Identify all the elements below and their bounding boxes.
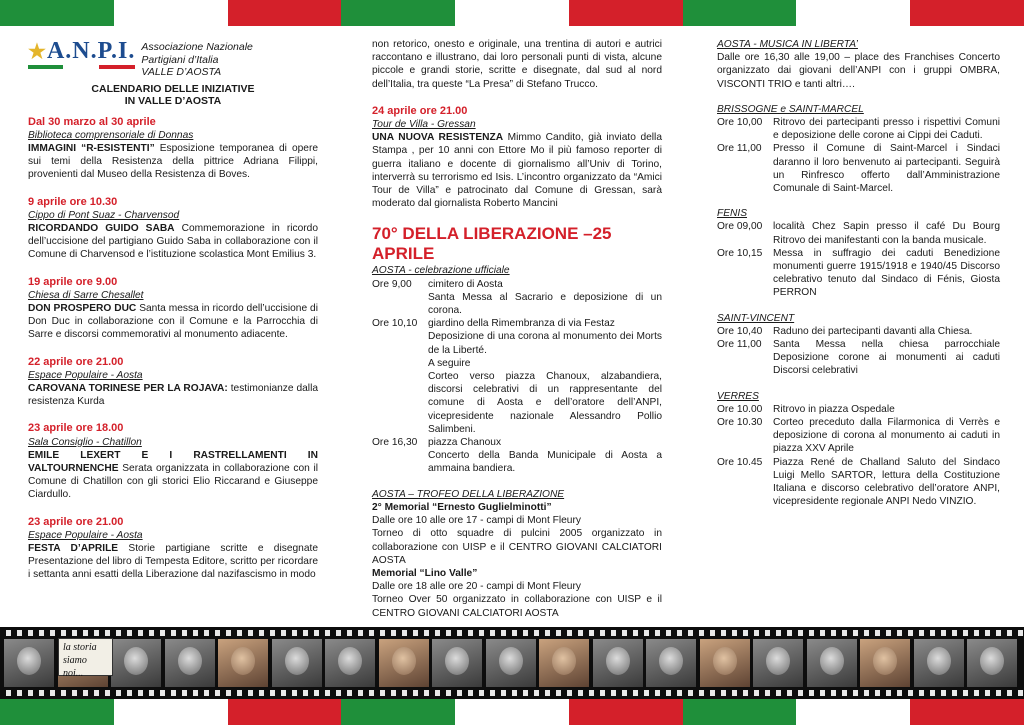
- flag-stripe: [569, 0, 683, 26]
- flag-stripe: [683, 0, 797, 26]
- event-desc: Storie partigiane scritte e disegnate Presentazione del libro di Tempesta Editore, scritto per ricordare i settanta anni esatti della Liberazione dal nazifascismo in modo: [28, 542, 318, 581]
- schedule-line: Deposizione di una corona al monumento dei Morts de la Liberté.: [428, 331, 662, 356]
- portrait-face: [124, 647, 148, 675]
- event-date: 9 aprile ore 10.30: [28, 195, 118, 208]
- portrait-face: [285, 647, 309, 675]
- schedule-time: Ore 10,00: [717, 117, 763, 129]
- title-line: CALENDARIO DELLE INIZIATIVE: [91, 82, 255, 95]
- flag-stripe: [341, 0, 455, 26]
- org-name: [141, 41, 252, 79]
- schedule-desc: Ritrovo dei partecipanti presso i rispettivi Comuni e deposizione delle corone ai Cippi dei Caduti.: [773, 117, 1000, 142]
- schedule-desc: Presso il Comune di Saint-Marcel i Sindaci daranno il loro benvenuto ai partecipanti. Seguirà un Rinfresco offerto dall’Amministrazione Comunale di Saint-Marcel.: [773, 143, 1000, 195]
- portrait-face: [713, 647, 737, 675]
- section-heading: SAINT-VINCENT: [717, 312, 795, 324]
- event-body: [28, 382, 318, 408]
- schedule-time: Ore 11,00: [717, 143, 762, 155]
- schedule-row: [717, 51, 1000, 91]
- org-line: Associazione Nazionale: [141, 41, 253, 53]
- schedule-desc: Dalle ore 16,30 alle 19,00 – place des Franchises Concerto organizzato dai giovani dell’ANPI con i gruppi OMBRA, VISCONTI TRIO e tanti altri….: [717, 52, 1000, 90]
- schedule-row: [717, 456, 1000, 509]
- schedule-row: [717, 338, 1000, 378]
- flag-stripe: [0, 0, 114, 26]
- schedule-row: [372, 449, 662, 475]
- section-heading: AOSTA - MUSICA IN LIBERTA’: [717, 39, 858, 50]
- event-desc: Serata organizzata in collaborazione con il Comune di Chatillon con gli storici Elio Riccarand e Giuseppe Ciardullo.: [28, 462, 318, 501]
- portrait-face: [927, 647, 951, 675]
- column-2: [372, 30, 662, 620]
- aosta-schedule: [372, 278, 662, 476]
- event-name: DON PROSPERO DUC: [28, 302, 137, 314]
- anpi-logo: [28, 40, 135, 69]
- schedule-desc: [428, 436, 662, 449]
- film-photo: [379, 639, 429, 687]
- event-name: IMMAGINI “R-ESISTENTI”: [28, 142, 155, 154]
- schedule-line: piazza Chanoux: [428, 437, 502, 449]
- flag-stripe: [455, 0, 569, 26]
- film-photo: [593, 639, 643, 687]
- title-line: IN VALLE D’AOSTA: [124, 95, 222, 107]
- event-item: [28, 196, 318, 262]
- event-body: [28, 302, 318, 342]
- schedule-desc: [428, 449, 662, 475]
- schedule-line: Santa Messa al Sacrario e deposizione di un corona.: [428, 291, 662, 317]
- portrait-face: [659, 647, 683, 675]
- film-photo: [432, 639, 482, 687]
- memorial-1-title: 2° Memorial “Ernesto Guglielminotti”: [372, 501, 552, 513]
- schedule-time: Ore 9,00: [372, 278, 412, 290]
- event-date: 23 aprile ore 18.00: [28, 422, 124, 435]
- film-photo: [646, 639, 696, 687]
- org-line: Partigiani d’Italia: [141, 53, 219, 66]
- memorial-2-title: Memorial “Lino Valle”: [372, 567, 478, 579]
- schedule-row: [717, 220, 1000, 246]
- flag-stripe: [0, 699, 114, 725]
- portrait-face: [392, 647, 416, 675]
- flag-band-top: [0, 0, 1024, 26]
- film-photo: [111, 639, 161, 687]
- schedule-desc: Corteo preceduto dalla Filarmonica di Verrès e deposizione di corona al monumento ai caduti in piazza XXV Aprile: [773, 417, 1000, 455]
- portrait-face: [766, 647, 790, 675]
- schedule-row: [717, 403, 1000, 416]
- film-photo: [914, 639, 964, 687]
- schedule-row: [717, 416, 1000, 456]
- event-desc: testimonianze dalla resistenza Kurda: [28, 382, 318, 408]
- continued-text: non retorico, onesto e originale, una trentina di autori e autrici raccontano e illustrano, dai loro personali punti di vista, alcune piccole e grandi storie, scritte e disegnate, dal sud al nord dell’Italia, tra queste “La Presa” di Stefano Trucco.: [372, 39, 662, 90]
- photo-filmstrip: [0, 627, 1024, 699]
- portrait-face: [873, 647, 897, 675]
- flag-stripe: [796, 699, 910, 725]
- header: [28, 40, 318, 79]
- portrait-face: [552, 647, 576, 675]
- schedule-row: [717, 247, 1000, 300]
- liberation-title: 70° DELLA LIBERAZIONE –25 APRILE: [372, 224, 612, 264]
- event-body: [28, 222, 318, 262]
- event-name: FESTA D’APRILE: [28, 542, 119, 554]
- event-place: Biblioteca comprensoriale di Donnas: [28, 129, 194, 141]
- film-photo: [539, 639, 589, 687]
- film-photo: [700, 639, 750, 687]
- schedule-row: [372, 278, 662, 291]
- event-name: UNA NUOVA RESISTENZA: [372, 132, 504, 144]
- flag-stripe: [910, 0, 1024, 26]
- event-name: EMILE LEXERT E I RASTRELLAMENTI IN VALTOURNENCHE: [28, 449, 318, 474]
- schedule-desc: Santa Messa nella chiesa parrocchiale Deposizione corone ai monumenti ai caduti Discorsi celebrativi: [773, 339, 1000, 377]
- flag-stripe: [228, 0, 342, 26]
- section-heading: VERRES: [717, 390, 759, 402]
- column-3: [717, 30, 1000, 509]
- event-item: [28, 116, 318, 182]
- schedule-desc: Raduno dei partecipanti davanti alla Chiesa.: [773, 325, 973, 337]
- event-place: Chiesa di Sarre Chesallet: [28, 289, 144, 301]
- memorial-2-line: Dalle ore 18 alle ore 20 - campi di Mont Fleury: [372, 581, 581, 593]
- schedule-time: Ore 10,10: [372, 318, 418, 330]
- memorial-1-line: Torneo di otto squadre di pulcini 2005 organizzato in collaborazione con UISP e il CENTRO GIOVANI CALCIATORI AOSTA: [372, 528, 662, 566]
- event-desc: Santa messa in ricordo dell’uccisione di Don Duc in collaborazione con il Comune e la Parrocchia di Sarre e discorsi commemorativi al monumento adiacente.: [28, 302, 318, 341]
- event-desc: Commemorazione in ricordo dell’uccisione del partigiano Guido Saba in collaborazione con il Comune di Charvensod e l’istituzione scolastica Mont Emilius 3.: [28, 222, 318, 261]
- film-photo: [860, 639, 910, 687]
- schedule-time: Ore 16,30: [372, 437, 418, 449]
- event-date: 24 aprile ore 21.00: [372, 104, 468, 117]
- event-body: [28, 542, 318, 582]
- star-icon: ★: [28, 41, 47, 63]
- schedule-line: Corteo verso piazza Chanoux, alzabandiera, discorsi celebrativi di un rappresentante del comune di Aosta e dell’oratore dell’ANPI, vicepresidente nazionale Alessandro Pollio Salimbeni.: [428, 371, 662, 435]
- portrait-face: [499, 647, 523, 675]
- schedule-desc: [428, 291, 662, 317]
- schedule-desc: [428, 278, 662, 291]
- aosta-heading: AOSTA - celebrazione ufficiale: [372, 265, 510, 277]
- section-heading: BRISSOGNE e SAINT-MARCEL: [717, 103, 864, 115]
- flag-band-bottom: [0, 699, 1024, 725]
- memorial-1-line: Dalle ore 10 alle ore 17 - campi di Mont Fleury: [372, 515, 581, 527]
- event-place: Tour de Villa - Gressan: [372, 119, 476, 131]
- event-place: Sala Consiglio - Chatillon: [28, 436, 142, 448]
- schedule-time: [372, 449, 428, 475]
- film-photo: [967, 639, 1017, 687]
- schedule-time: Ore 10,40: [717, 325, 763, 337]
- schedule-desc: Messa in suffragio dei caduti Benedizione monumenti guerre 1915/1918 e 1940/45 Discorso celebrativo tenuto dal Sindaco di Fénis, Giosta PERRON: [773, 247, 1000, 299]
- schedule-row: [372, 330, 662, 436]
- film-frames: [0, 639, 1024, 687]
- org-line: VALLE D’AOSTA: [141, 66, 222, 78]
- event-desc: Esposizione temporanea di opere sui temi della Resistenza della pittrice Adriana Filippi, provenienti dal Museo della Resistenza di Boves.: [28, 142, 319, 181]
- flag-stripe: [910, 699, 1024, 725]
- film-photo: [165, 639, 215, 687]
- trofeo-heading: AOSTA – TROFEO DELLA LIBERAZIONE: [372, 488, 565, 500]
- event-body: [28, 449, 318, 502]
- schedule-desc: località Chez Sapin presso il café Du Bourg Ritrovo dei manifestanti con la banda musicale.: [773, 221, 1000, 246]
- event-place: Espace Populaire - Aosta: [28, 529, 143, 541]
- schedule-time: Ore 10,15: [717, 247, 763, 259]
- film-perforation: [0, 630, 1024, 636]
- logo-text: A.N.P.I.: [46, 38, 136, 64]
- flag-stripe: [683, 699, 797, 725]
- sign-text: la storia siamo noi...: [63, 642, 97, 679]
- schedule-desc: [428, 330, 662, 436]
- event-item: [28, 516, 318, 582]
- portrait-face: [17, 647, 41, 675]
- schedule-line: cimitero di Aosta: [428, 278, 503, 290]
- schedule-time: Ore 10.45: [717, 456, 763, 468]
- schedule-time: Ore 11,00: [717, 339, 762, 351]
- event-place: Espace Populaire - Aosta: [28, 369, 143, 381]
- film-photo: [807, 639, 857, 687]
- event-desc: Mimmo Candito, già inviato della Stampa , per 10 anni con Ettore Mo il più famoso reporter di guerra italiano e docente di giornalismo all’Univ di Torino, interverrà su terrorismo ed Isis. L’incontro organizzato da “Amici Tour de Villa” e patrocinato dal Comune di Gressan, sarà moderato dal giornalista Roberto Mancini: [372, 132, 662, 210]
- schedule-line: Concerto della Banda Municipale di Aosta a ammaina bandiera.: [428, 450, 662, 475]
- schedule-line: giardino della Rimembranza di via Festaz: [428, 318, 615, 330]
- film-photo: [325, 639, 375, 687]
- portrait-face: [445, 647, 469, 675]
- flag-stripe: [114, 699, 228, 725]
- flag-stripe: [455, 699, 569, 725]
- film-photo: [486, 639, 536, 687]
- event-date: 23 aprile ore 21.00: [28, 515, 124, 528]
- film-photo: [272, 639, 322, 687]
- memorial-2-line: Torneo Over 50 organizzato in collaborazione con UISP e il CENTRO GIOVANI CALCIATORI AOSTA: [372, 594, 662, 619]
- schedule-row: [372, 317, 662, 330]
- film-photo: [218, 639, 268, 687]
- schedule-row: [372, 291, 662, 317]
- portrait-face: [980, 647, 1004, 675]
- schedule-row: [717, 325, 1000, 338]
- schedule-line: A seguire: [428, 357, 471, 369]
- schedule-time: [372, 330, 428, 436]
- flag-stripe: [569, 699, 683, 725]
- event-item: [28, 356, 318, 409]
- flag-stripe: [341, 699, 455, 725]
- schedule-desc: Ritrovo in piazza Ospedale: [773, 403, 895, 415]
- portrait-face: [178, 647, 202, 675]
- film-photo: [753, 639, 803, 687]
- events-list: [28, 116, 318, 582]
- portrait-face: [231, 647, 255, 675]
- event-body: [28, 142, 318, 182]
- flag-stripe: [114, 0, 228, 26]
- portrait-face: [606, 647, 630, 675]
- flag-stripe: [228, 699, 342, 725]
- event-date: Dal 30 marzo al 30 aprile: [28, 115, 156, 128]
- film-perforation: [0, 690, 1024, 696]
- calendar-title: [28, 83, 318, 108]
- schedule-row: [717, 116, 1000, 142]
- schedule-time: [372, 291, 428, 317]
- event-body: [372, 131, 662, 210]
- event-name: CAROVANA TORINESE PER LA ROJAVA:: [28, 382, 228, 394]
- event-item: [28, 276, 318, 342]
- flag-stripe: [796, 0, 910, 26]
- event-item: [28, 422, 318, 501]
- schedule-desc: [428, 317, 662, 330]
- event-date: 19 aprile ore 9.00: [28, 275, 118, 288]
- section-heading: FENIS: [717, 208, 748, 220]
- schedule-time: Ore 10.30: [717, 417, 763, 429]
- schedule-row: [372, 436, 662, 449]
- sign-photo: [58, 638, 113, 679]
- event-place: Cippo di Pont Suaz - Charvensod: [28, 209, 180, 221]
- portrait-face: [338, 647, 362, 675]
- schedule-desc: Piazza René de Challand Saluto del Sindaco Luigi Mello SARTOR, lettura della Costituzione Italiana e discorso celebrativo dell’oratore ANPI, vicepresidente regionale ANPI Nedo VINZIO.: [773, 456, 1000, 508]
- schedule-time: Ore 10.00: [717, 403, 763, 415]
- schedule-row: [717, 142, 1000, 195]
- film-photo: [4, 639, 54, 687]
- event-date: 22 aprile ore 21.00: [28, 355, 124, 368]
- schedule-time: Ore 09,00: [717, 221, 763, 233]
- event-name: RICORDANDO GUIDO SABA: [28, 222, 175, 234]
- column-1: [28, 30, 318, 582]
- portrait-face: [820, 647, 844, 675]
